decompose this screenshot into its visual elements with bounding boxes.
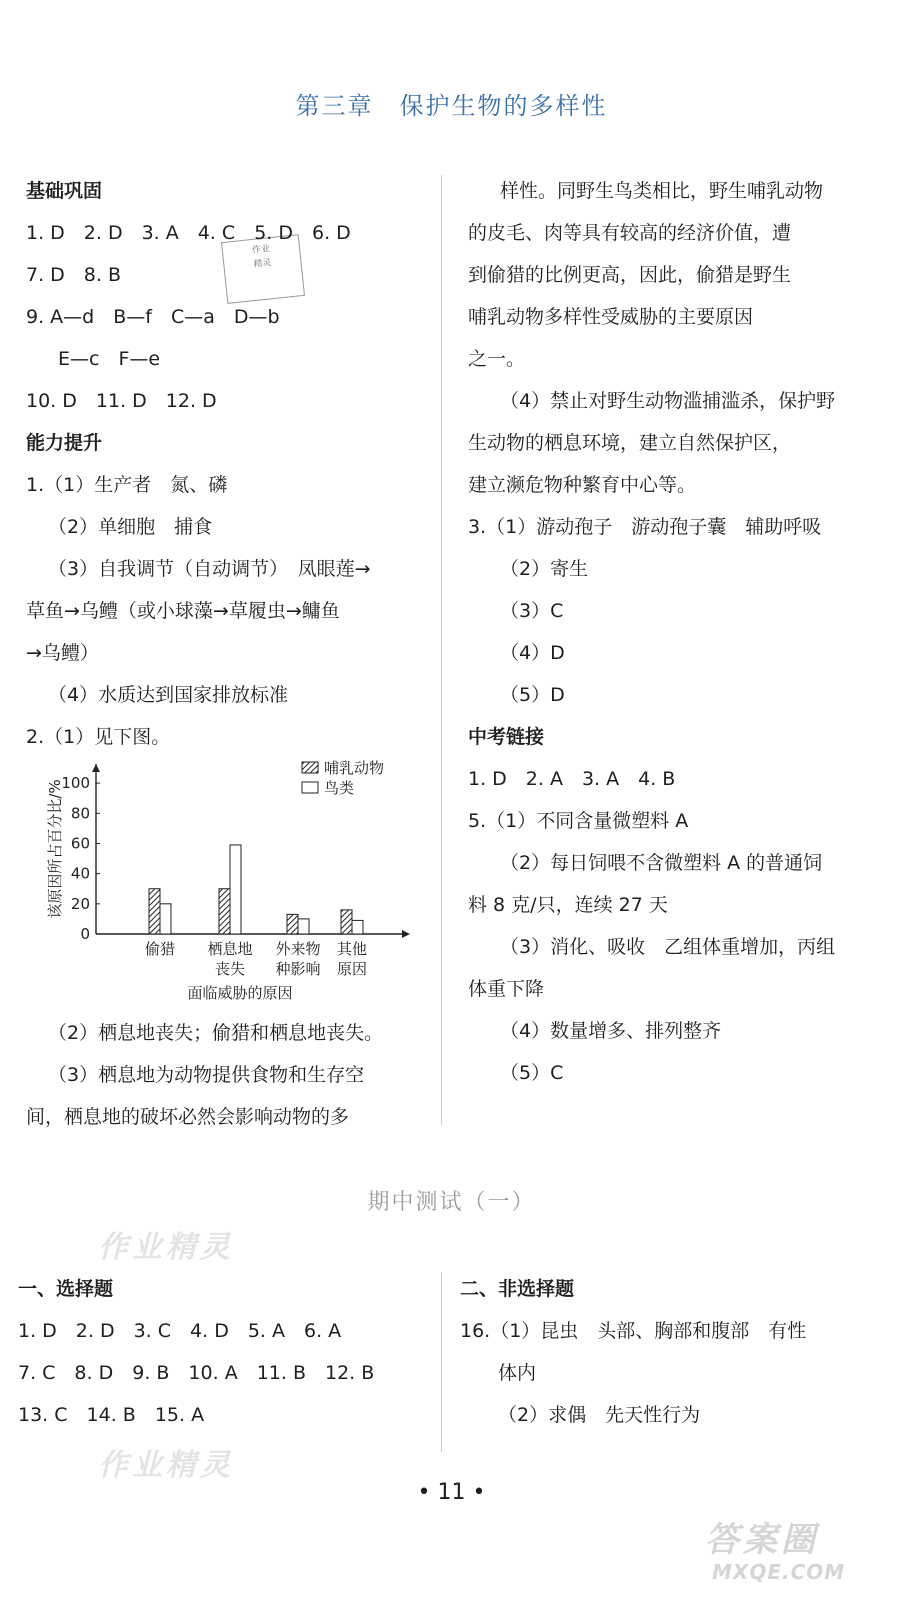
- answer-line: 1.（1）生产者 氮、磷: [26, 474, 228, 496]
- answer-line: 的皮毛、肉等具有较高的经济价值，遭: [468, 222, 792, 244]
- bar-mammal: [287, 914, 298, 934]
- y-tick-label: 100: [61, 774, 90, 793]
- answer-line: （2）单细胞 捕食: [48, 516, 213, 538]
- answer-line: 1. D 2. D 3. A 4. C 5. D 6. D: [26, 222, 351, 244]
- section-heading: 二、非选择题: [460, 1278, 575, 1300]
- bar-bird: [352, 920, 363, 934]
- answer-line: →乌鳢）: [26, 642, 99, 664]
- answer-line: 3.（1）游动孢子 游动孢子囊 辅助呼吸: [468, 516, 822, 538]
- chapter-title: 第三章 保护生物的多样性: [295, 92, 608, 120]
- answer-line: 13. C 14. B 15. A: [18, 1404, 205, 1426]
- x-axis-arrow: [402, 930, 410, 938]
- left-column: [26, 170, 426, 758]
- y-tick-label: 80: [70, 804, 90, 823]
- answer-line: 2.（1）见下图。: [26, 726, 171, 748]
- section-heading: 一、选择题: [18, 1278, 114, 1300]
- answer-line: （3）自我调节（自动调节） 凤眼莲→: [48, 558, 371, 580]
- chart-svg: [40, 754, 420, 1024]
- bar-mammal: [341, 910, 352, 934]
- answer-line: （2）栖息地丧失；偷猎和栖息地丧失。: [48, 1022, 384, 1044]
- answer-line: 间，栖息地的破坏必然会影响动物的多: [26, 1106, 350, 1128]
- answer-line: 料 8 克/只，连续 27 天: [468, 894, 668, 916]
- answer-line: 体重下降: [468, 978, 545, 1000]
- watermark-text: 作业精灵: [98, 1230, 234, 1265]
- answer-line: 10. D 11. D 12. D: [26, 390, 217, 412]
- threat-bar-chart: [40, 754, 420, 1024]
- right-column: [468, 170, 888, 1094]
- answer-line: （2）每日饲喂不含微塑料 A 的普通饲: [500, 852, 823, 874]
- answer-line: E—c F—e: [58, 348, 161, 370]
- section-heading: 中考链接: [468, 726, 545, 748]
- answer-line: 16.（1）昆虫 头部、胸部和腹部 有性: [460, 1320, 807, 1342]
- bar-mammal: [149, 889, 160, 934]
- answer-line: 到偷猎的比例更高，因此，偷猎是野生: [468, 264, 792, 286]
- bottom-right-column: [460, 1268, 890, 1436]
- page-number: • 11 •: [417, 1480, 486, 1505]
- x-tick-label: 其他: [336, 940, 368, 958]
- answer-line: 哺乳动物多样性受威胁的主要原因: [468, 306, 754, 328]
- answer-line: 样性。同野生鸟类相比，野生哺乳动物: [500, 180, 824, 202]
- x-tick-label: 栖息地: [207, 940, 253, 958]
- answer-line: （3）消化、吸收 乙组体重增加，丙组: [500, 936, 836, 958]
- stamp-line: 精灵: [252, 258, 272, 270]
- midterm-title: 期中测试（一）: [367, 1190, 536, 1215]
- x-tick-label: 原因: [336, 960, 368, 978]
- answer-line: 之一。: [468, 348, 526, 370]
- answer-line: 9. A—d B—f C—a D—b: [26, 306, 280, 328]
- answer-line: （5）C: [500, 1062, 564, 1084]
- answer-line: 草鱼→乌鳢（或小球藻→草履虫→鳙鱼: [26, 600, 340, 622]
- x-tick-label: 偷猎: [144, 940, 176, 958]
- bar-bird: [298, 919, 309, 934]
- y-tick-label: 60: [70, 834, 90, 853]
- legend-label: 哺乳动物: [324, 759, 385, 777]
- watermark-text: MXQE.COM: [712, 1560, 846, 1584]
- answer-line: （4）数量增多、排列整齐: [500, 1020, 722, 1042]
- x-tick-label: 丧失: [214, 960, 246, 978]
- y-axis-label: 该原因所占百分比/%: [46, 779, 64, 919]
- legend-swatch: [302, 782, 318, 793]
- answer-line: （4）水质达到国家排放标准: [48, 684, 289, 706]
- answer-line: （3）C: [500, 600, 564, 622]
- section-heading: 基础巩固: [26, 180, 103, 202]
- answer-line: 7. C 8. D 9. B 10. A 11. B 12. B: [18, 1362, 375, 1384]
- answer-line: 1. D 2. A 3. A 4. B: [468, 768, 676, 790]
- answer-line: 7. D 8. B: [26, 264, 122, 286]
- answer-line: （2）寄生: [500, 558, 589, 580]
- answer-line: （4）禁止对野生动物滥捕滥杀，保护野: [500, 390, 836, 412]
- y-tick-label: 40: [70, 864, 90, 883]
- answer-line: （2）求偶 先天性行为: [498, 1404, 701, 1426]
- x-tick-label: 种影响: [275, 960, 321, 978]
- bar-bird: [230, 845, 241, 934]
- answer-line: 建立濒危物种繁育中心等。: [468, 474, 697, 496]
- column-divider: [441, 1272, 442, 1452]
- y-axis-arrow: [92, 764, 100, 772]
- answer-line: 生动物的栖息环境，建立自然保护区，: [468, 432, 792, 454]
- answer-line: 1. D 2. D 3. C 4. D 5. A 6. A: [18, 1320, 342, 1342]
- answer-line: （5）D: [500, 684, 565, 706]
- y-tick-label: 20: [70, 894, 90, 913]
- bottom-left-column: [18, 1268, 428, 1436]
- legend-swatch: [302, 762, 318, 773]
- stamp-line: 作业: [251, 244, 271, 257]
- answer-line: 体内: [498, 1362, 537, 1384]
- section-heading: 能力提升: [26, 432, 103, 454]
- legend-label: 鸟类: [324, 779, 355, 797]
- x-axis-label: 面临威胁的原因: [187, 984, 293, 1002]
- x-tick-label: 外来物: [275, 940, 321, 958]
- answer-line: 5.（1）不同含量微塑料 A: [468, 810, 689, 832]
- left-column-tail: [26, 1012, 436, 1138]
- watermark-text: 答案圈: [705, 1520, 819, 1560]
- answer-line: （4）D: [500, 642, 565, 664]
- bar-bird: [160, 904, 171, 934]
- answer-line: （3）栖息地为动物提供食物和生存空: [48, 1064, 365, 1086]
- bar-mammal: [219, 889, 230, 934]
- watermark-text: 作业精灵: [98, 1448, 234, 1483]
- column-divider: [441, 175, 442, 1125]
- y-tick-label: 0: [80, 925, 90, 943]
